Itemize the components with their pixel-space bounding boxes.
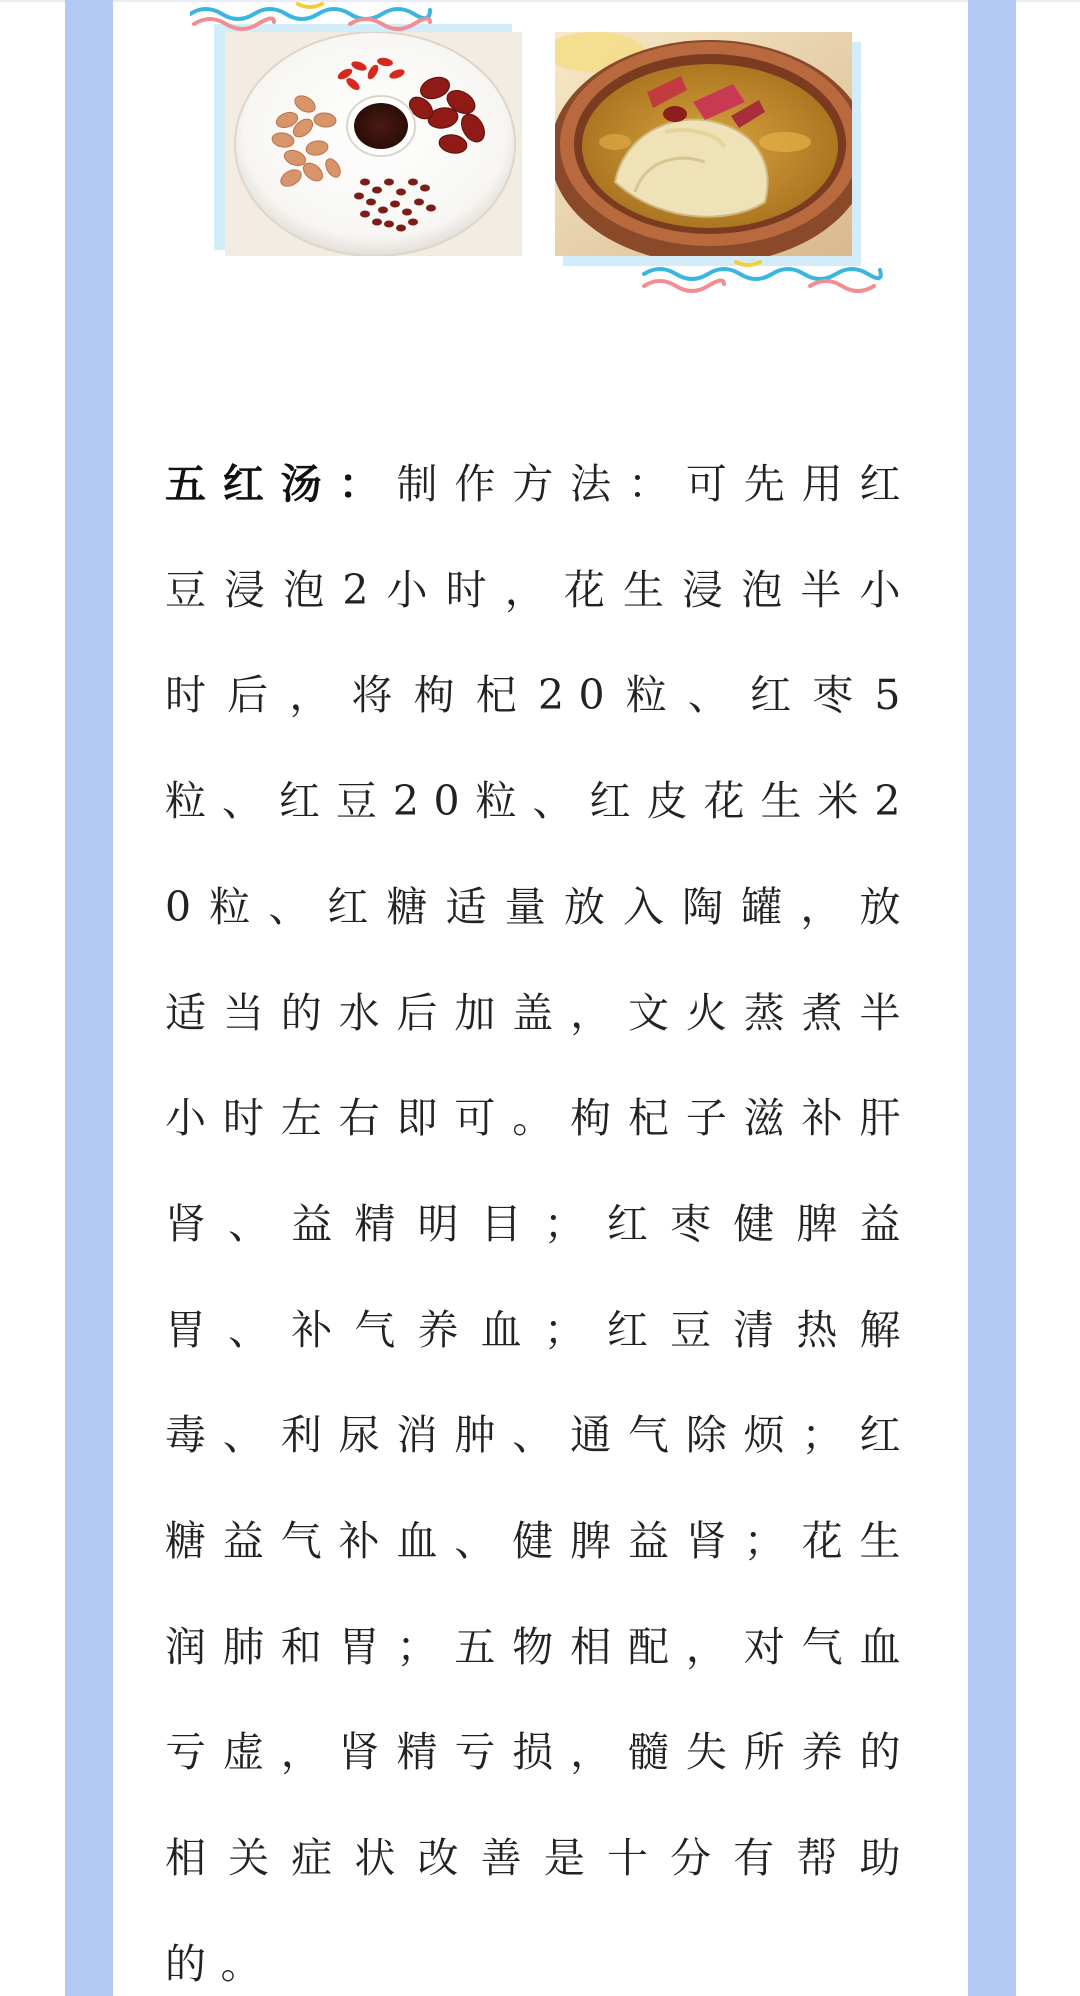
top-divider	[0, 0, 1080, 2]
right-decorative-stripe	[968, 0, 1016, 1996]
ingredients-plate-photo[interactable]	[225, 32, 522, 256]
decorative-wave-bottom	[640, 258, 890, 298]
soup-photo-frame	[553, 28, 868, 268]
article-paragraph	[165, 432, 915, 1996]
ingredients-photo-frame	[214, 20, 519, 260]
decorative-wave-top	[190, 0, 450, 40]
article-title: 五红汤：	[165, 460, 397, 508]
soup-pot-illustration	[555, 32, 852, 256]
left-decorative-stripe	[65, 0, 113, 1996]
article-body: 制作方法：可先用红豆浸泡2小时，花生浸泡半小时后，将枸杞20粒、红枣5粒、红豆20粒、红皮花生米20粒、红糖适量放入陶罐，放适当的水后加盖，文火蒸煮半小时左右即可。枸杞子滋补肝肾、益精明目；红枣健脾益胃、补气养血；红豆清热解毒、利尿消肿、通气除烦；红糖益气补血、健脾益肾；花生润肺和胃；五物相配，对气血亏虚，肾精亏损，髓失所养的相关症状改善是十分有帮助的。	[165, 460, 915, 1988]
ingredients-plate-illustration	[225, 32, 522, 256]
chicken-soup-clay-pot-photo[interactable]	[555, 32, 852, 256]
